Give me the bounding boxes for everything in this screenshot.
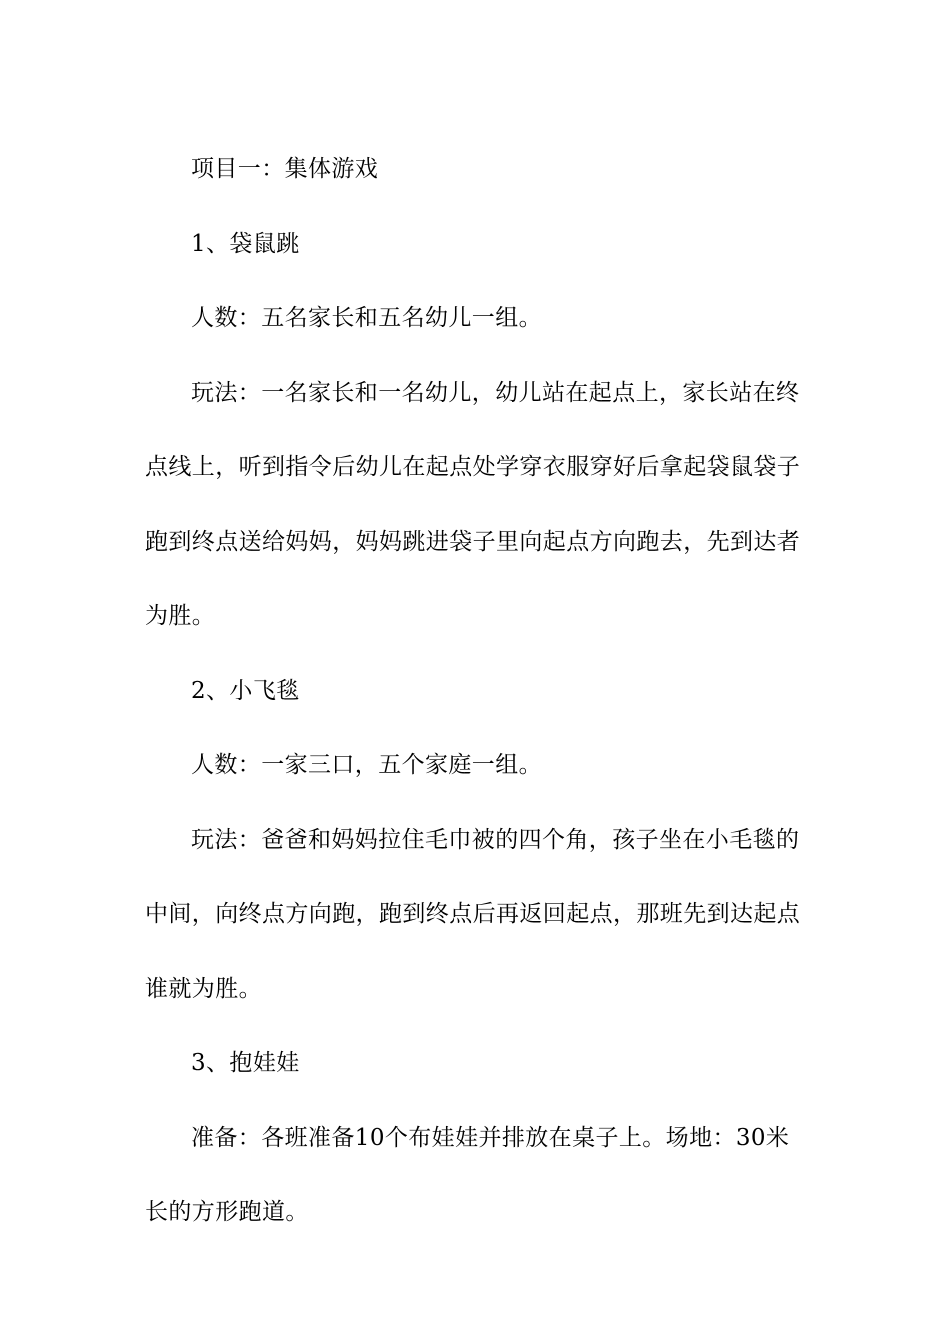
hug-doll-preparation: 准备：各班准备10个布娃娃并排放在桌子上。场地：30米长的方形跑道。 <box>145 1124 790 1225</box>
game-title-flying-carpet: 2、小飞毯 <box>191 677 300 704</box>
kangaroo-jump-rules: 玩法：一名家长和一名幼儿，幼儿站在起点上，家长站在终点线上，听到指令后幼儿在起点处学穿衣服穿好后拿起袋鼠袋子跑到终点送给妈妈，妈妈跳进袋子里向起点方向跑去，先到达者为胜。 <box>145 379 801 629</box>
game-title-hug-doll: 3、抱娃娃 <box>191 1050 300 1076</box>
flying-carpet-rules: 玩法：爸爸和妈妈拉住毛巾被的四个角，孩子坐在小毛毯的中间，向终点方向跑，跑到终点后再返回起点，那班先到达起点谁就为胜。 <box>145 826 801 1002</box>
game-title-kangaroo-jump: 1、袋鼠跳 <box>191 230 300 257</box>
section-heading: 项目一：集体游戏 <box>191 156 379 182</box>
document-body <box>145 132 810 1250</box>
kangaroo-jump-players: 人数：五名家长和五名幼儿一组。 <box>191 305 542 331</box>
flying-carpet-players: 人数：一家三口，五个家庭一组。 <box>191 752 542 778</box>
